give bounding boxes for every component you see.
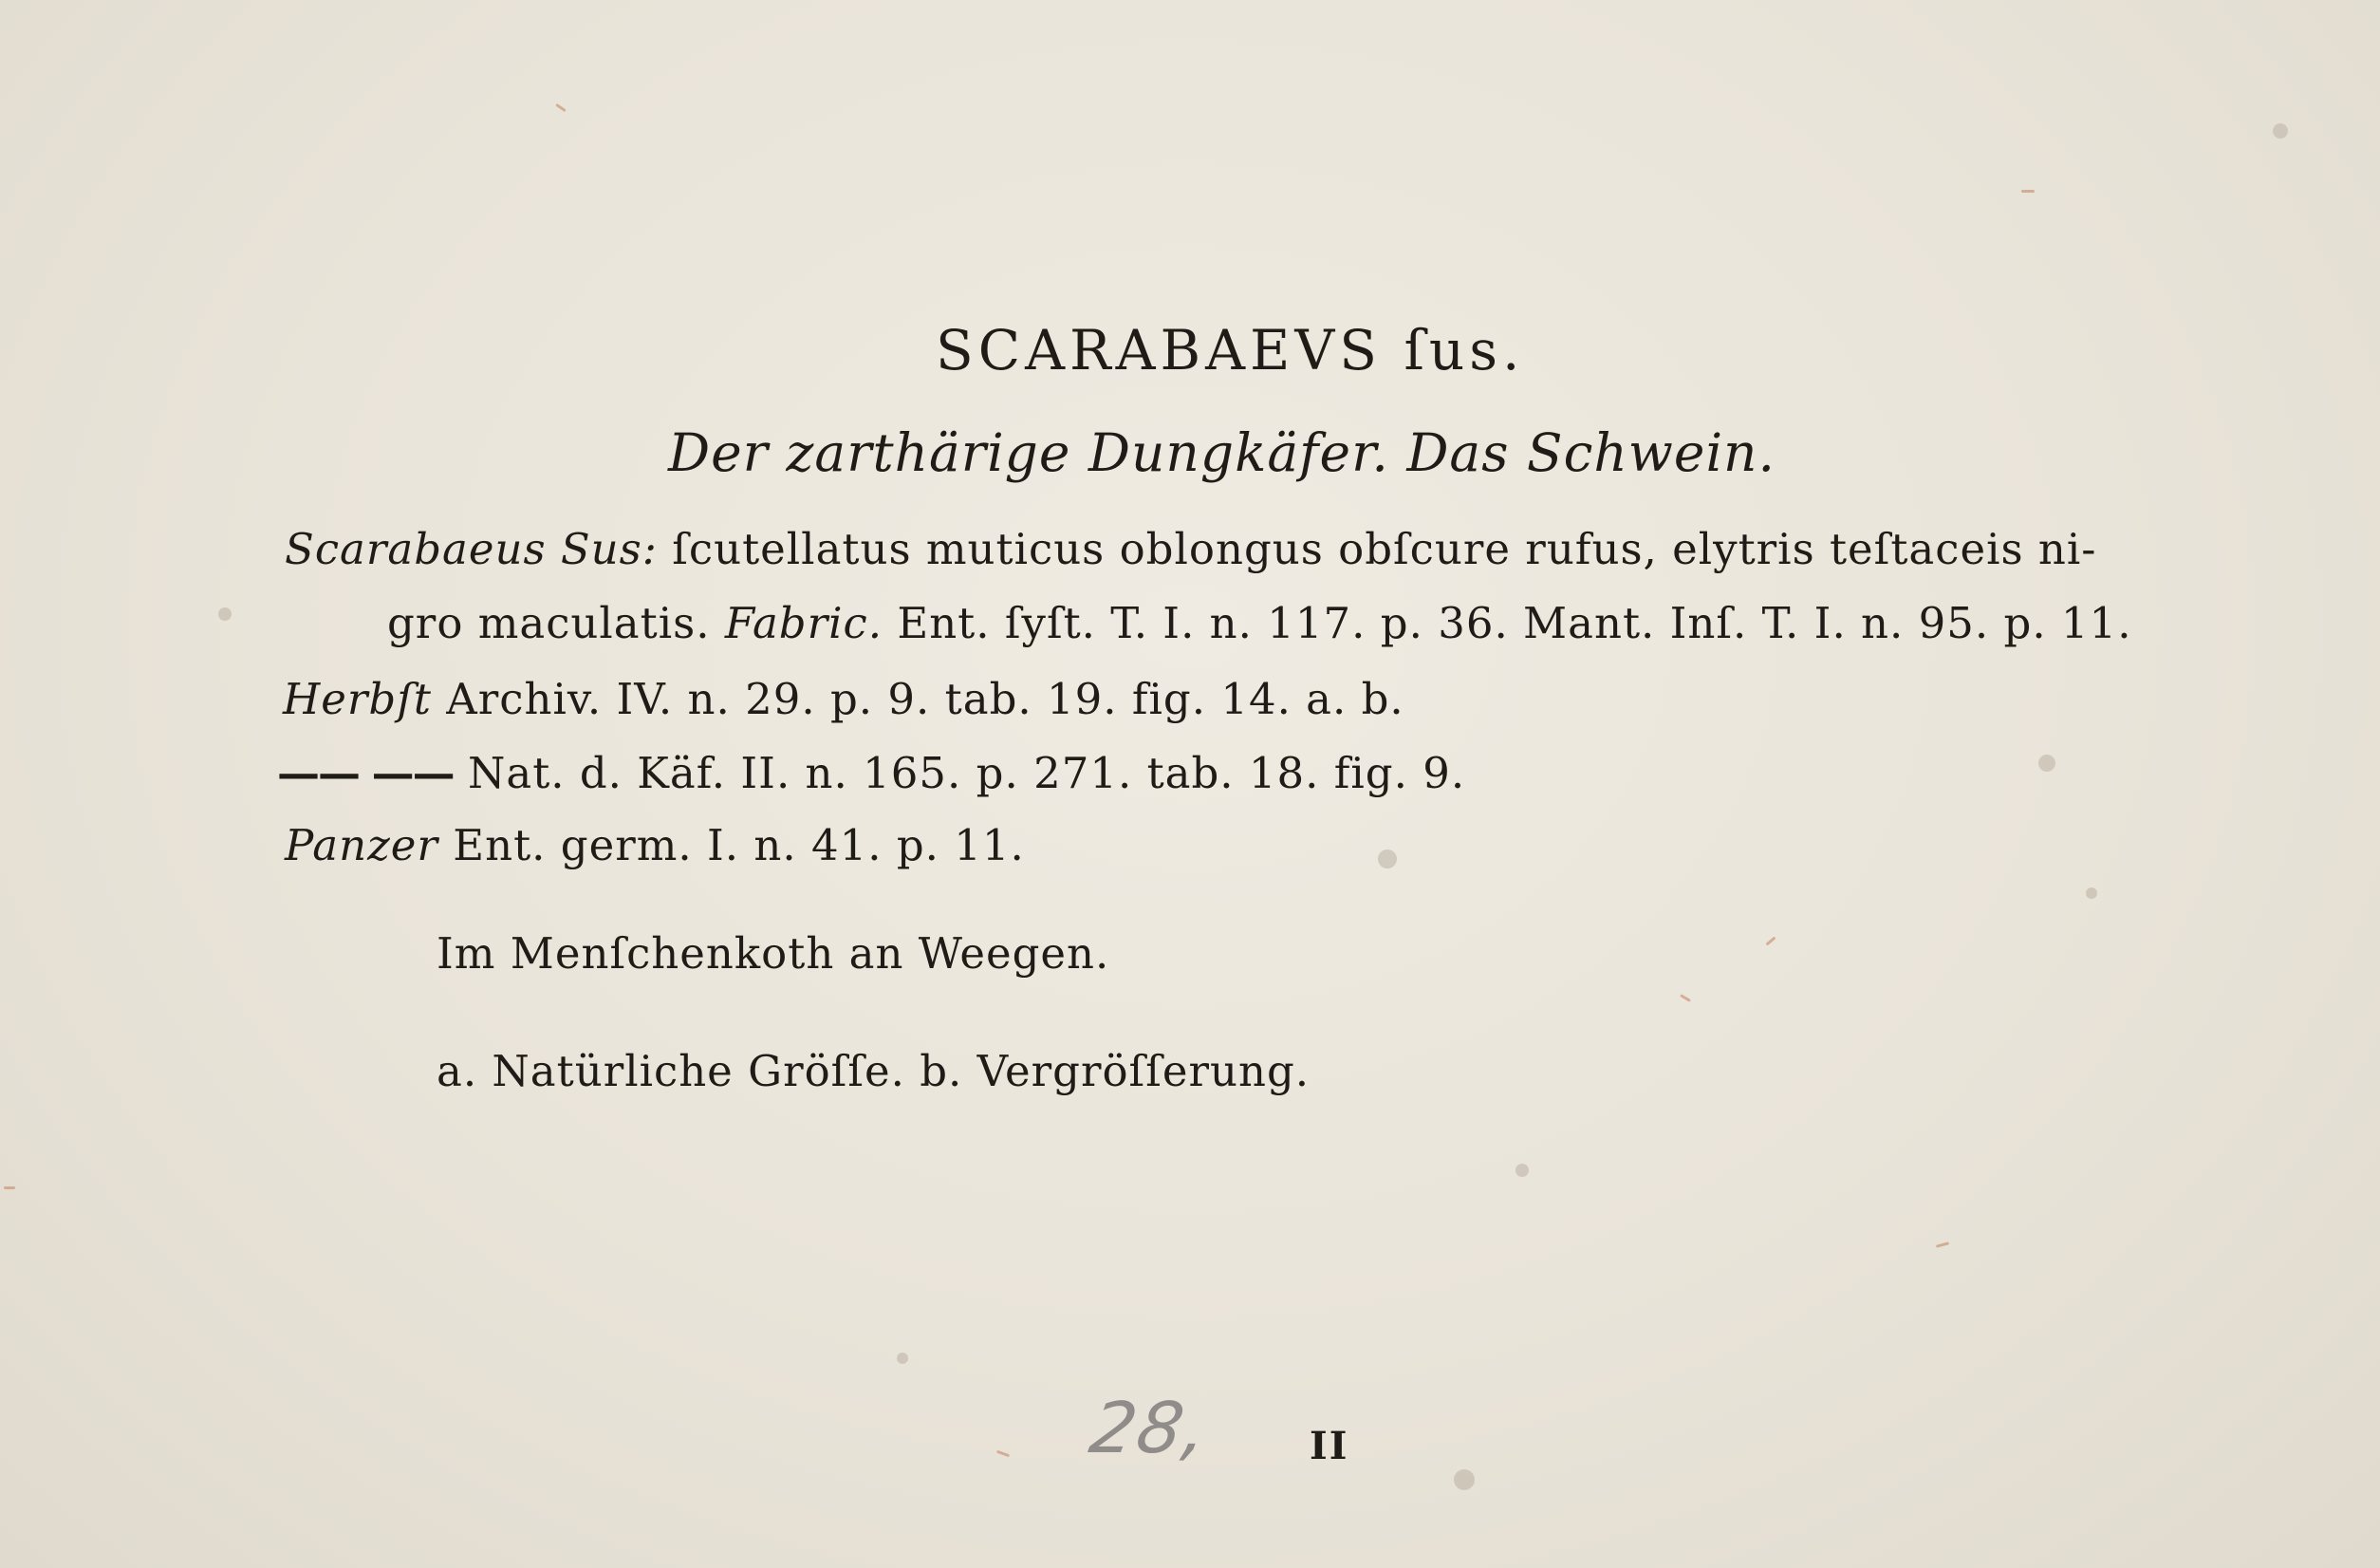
paper-speck [1515, 1164, 1529, 1177]
scientific-name-label: Scarabaeus Sus: [285, 524, 658, 574]
fabricius-author: Fabric. [724, 598, 883, 648]
description-line-2 [387, 598, 2132, 648]
fabricius-citation: Ent. ſyſt. T. I. n. 117. p. 36. Mant. Inſ. T. I. n. 95. p. 11. [897, 598, 2132, 648]
paper-speck [1378, 849, 1397, 868]
pencil-annotation: 28, [1084, 1388, 1217, 1469]
figure-legend: a. Natürliche Gröſſe. b. Vergröſſerung. [437, 1046, 1311, 1096]
paper-fleck [1680, 994, 1691, 1002]
paper-speck [897, 1353, 908, 1364]
paper-speck [2086, 887, 2097, 899]
ditto-marks: —— —— [277, 748, 454, 798]
paper-fleck [1765, 936, 1776, 945]
herbst-citation: Archiv. IV. n. 29. p. 9. tab. 19. fig. 14. a. b. [446, 674, 1404, 724]
paper-fleck [555, 103, 567, 112]
paper-fleck [1936, 1241, 1949, 1248]
description-text-1: ſcutellatus muticus oblongus obſcure rufus, elytris teſtaceis ni- [672, 524, 2097, 574]
german-subtitle [668, 422, 1776, 483]
habitat-note: Im Menſchenkoth an Weegen. [437, 928, 1110, 979]
herbst-author: Herbſt [283, 674, 432, 724]
panzer-author: Panzer [285, 820, 438, 870]
german-name: Der zarthärige Dungkäfer. [668, 422, 1389, 483]
paper-speck [218, 607, 232, 621]
herbst-reference [283, 674, 1404, 724]
paper-speck [2038, 755, 2055, 772]
paper-fleck [996, 1450, 1010, 1458]
panzer-reference [285, 820, 1025, 870]
common-name: Das Schwein. [1406, 422, 1776, 483]
species-epithet: ſus. [1404, 318, 1525, 383]
paper-speck [2273, 123, 2288, 139]
species-title [936, 318, 1525, 383]
ditto-citation: Nat. d. Käf. II. n. 165. p. 271. tab. 18. fig. 9. [467, 748, 1466, 798]
paper-speck [1454, 1469, 1475, 1490]
ditto-reference [277, 748, 1466, 798]
plate-number: II [1310, 1424, 1349, 1468]
paper-fleck [2021, 190, 2035, 193]
description-text-2a: gro maculatis. [387, 598, 711, 648]
panzer-citation: Ent. germ. I. n. 41. p. 11. [453, 820, 1025, 870]
description-line-1 [285, 524, 2097, 574]
genus-name: SCARABAEVS [936, 318, 1383, 383]
paper-fleck [4, 1186, 15, 1189]
